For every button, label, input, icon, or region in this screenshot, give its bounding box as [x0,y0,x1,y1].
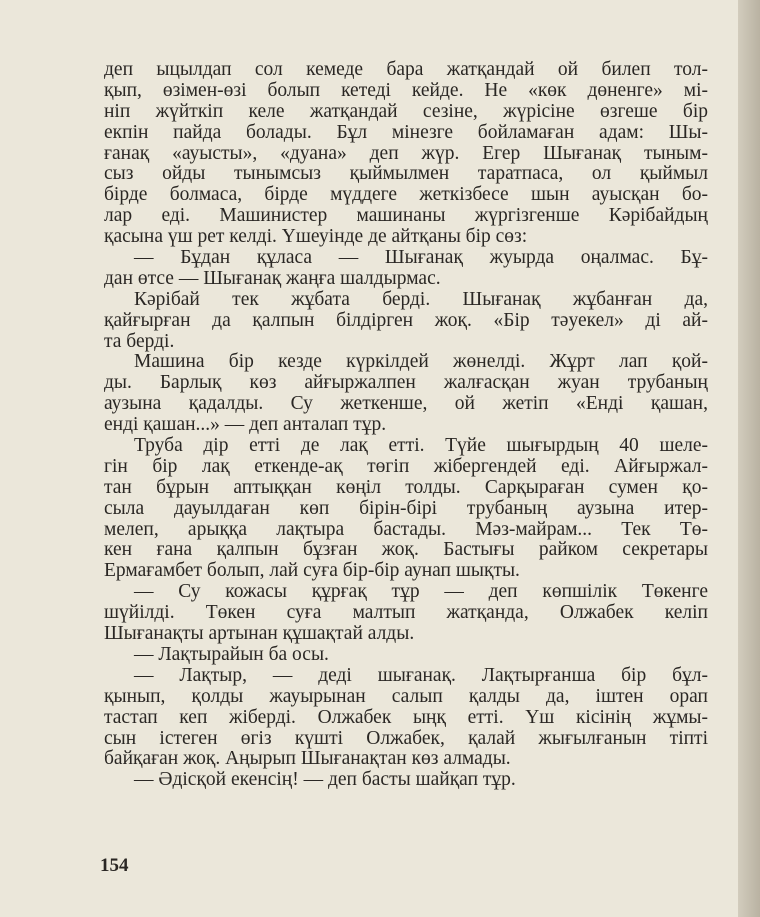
text-line: мелеп, арыққа лақтыра бастады. Мәз-майрам... Тек Тө- [104,518,708,540]
text-line: ніп жүйткіп келе жатқандай сезіне, жүрісіне өзгеше бір [104,100,708,122]
text-line: Труба дір етті де лақ етті. Түйе шығырдың 40 шелe- [134,435,708,457]
text-line: ды. Барлық көз айғыржалпен жалғасқан жуан трубаның [104,372,708,394]
text-line: енді қашан...» — деп анталап тұр. [104,414,387,436]
text-line: ғанақ «ауысты», «дуана» деп жүр. Егер Шығанақ тыным- [104,142,708,164]
text-line: лар еді. Машинистер машинаны жүргізгенше Кәрібайдың [104,205,708,227]
text-line: гін бір лақ еткенде-ақ төгіп жібергендей еді. Айғыржал- [104,455,708,477]
text-line: Ермағамбет болып, лай суға бір-бір аунап шықты. [104,560,520,582]
text-line: қайғырған да қалпын білдірген жоқ. «Бір тәуекел» ді ай- [104,309,708,331]
text-line: қып, өзімен-өзі болып кетеді кейде. Не «көк дөненге» мі- [104,79,708,101]
book-binding-edge [738,0,760,917]
text-line: деп ыцылдап сол кемеде бара жатқандай ой билеп тол- [104,59,708,80]
text-line: шүйілді. Төкен суға малтып жатқанда, Олжабек келіп [104,602,708,624]
text-line: екпін пайда болады. Бұл мінезге бойламаған адам: Шы- [104,121,708,143]
text-line: Кәрібай тек жұбата берді. Шығанақ жұбанған да, [134,288,708,310]
text-line: байқаған жоқ. Аңырып Шығанақтан көз алмады. [104,748,511,770]
text-line: тастап кеп жіберді. Олжабек ыңқ етті. Үш кісінің жұмы- [104,706,708,728]
text-line: — Су кожасы құрғақ тұр — деп көпшілік Төкенге [134,581,708,603]
text-line: Машина бір кезде күркілдей жөнелді. Жұрт лап қой- [134,351,708,373]
text-line: кен ғана қалпын бұзған жоқ. Бастығы райком секретары [104,539,708,561]
text-line: дан өтсе — Шығанақ жаңға шалдырмас. [104,267,441,289]
text-line: Шығанақты артынан құшақтай алды. [104,623,415,645]
text-line: сыз ойды тынымсыз қыймылмен таратпаса, ол қыймыл [104,163,708,185]
text-line: — Әдісқой екенсің! — деп басты шайқап тұр. [134,769,516,791]
text-line: қасына үш рет келді. Үшеуінде де айтқаны бір сөз: [104,226,528,248]
text-line: — Лақтыр, — деді шығанақ. Лақтырғанша бір бұл- [134,664,708,686]
text-line: аузына қадалды. Су жеткенше, ой жетіп «Енді қашан, [104,393,708,415]
text-line: сын істеген өгіз күшті Олжабек, қалай жығылғанын тіпті [104,727,708,749]
text-line: сыла дауылдаған көп бірін-бірі трубаның аузына итер- [104,497,708,519]
body-text [104,60,708,791]
page-number: 154 [100,855,129,876]
text-line: та берді. [104,330,175,352]
text-line: қынып, қолды жауырынан салып қалды да, іштен орап [104,685,708,707]
text-line: бірде болмаса, бірде мүддеге жеткізбесе шын ауысқан бо- [104,184,708,206]
text-line: — Лақтырайын ба осы. [134,643,329,665]
text-line: — Бұдан құласа — Шығанақ жуырда оңалмас. Бұ- [134,247,708,269]
text-line: тан бұрын аптыққан көңіл толды. Сарқыраған сумен қо- [104,476,708,498]
